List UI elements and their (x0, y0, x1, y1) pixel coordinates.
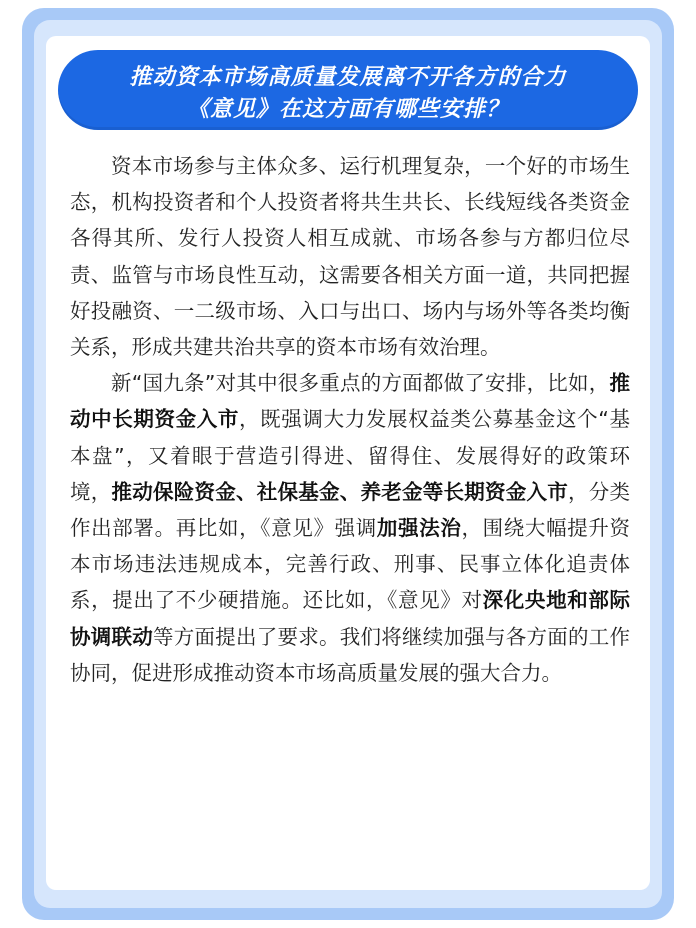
paragraph-2 (70, 365, 630, 691)
paragraph-2-text-2: ，既强调大力发展权益类公募基金这个“基本盘”，又着眼于营造引得进、留得住、发展得好的政策环境， (70, 407, 631, 504)
emphasis-long-term-funds: 推动中长期资金入市 (70, 371, 630, 432)
paragraph-2-text-4: ，围绕大幅提升资本市场违法违规成本，完善行政、刑事、民事立体化追责体系，提出了不少硬措施。还比如，《意见》对 (70, 516, 631, 613)
article-body (70, 148, 630, 691)
paragraph-2-text-3: ，分类作出部署。再比如，《意见》强调 (70, 479, 630, 541)
title-line-1: 推动资本市场高质量发展离不开各方的合力 (129, 65, 567, 90)
paragraph-2-text-5: 等方面提出了要求。我们将继续加强与各方面的工作协同，促进形成推动资本市场高质量发展的强大合力。 (70, 624, 630, 685)
emphasis-insurance-funds: 推动保险资金、社保基金、养老金等长期资金入市 (111, 479, 568, 504)
paragraph-1: 资本市场参与主体众多、运行机理复杂，一个好的市场生态，机构投资者和个人投资者将共生共长、长线短线各类资金各得其所、发行人投资人相互成就、市场各参与方都归位尽责、监管与市场良性互动，这需要各相关方面一道，共同把握好投融资、一二级市场、入口与出口、场内与场外等各类均衡关系，形成共建共治共享的资本市场有效治理。 (70, 154, 630, 360)
emphasis-rule-of-law: 加强法治 (376, 516, 462, 541)
title-banner (58, 50, 638, 130)
title-line-2: 《意见》在这方面有哪些安排？ (186, 97, 509, 122)
paragraph-2-text-1: 新“国九条”对其中很多重点的方面都做了安排，比如， (111, 371, 610, 396)
emphasis-coordination: 深化央地和部际协调联动 (70, 588, 631, 649)
